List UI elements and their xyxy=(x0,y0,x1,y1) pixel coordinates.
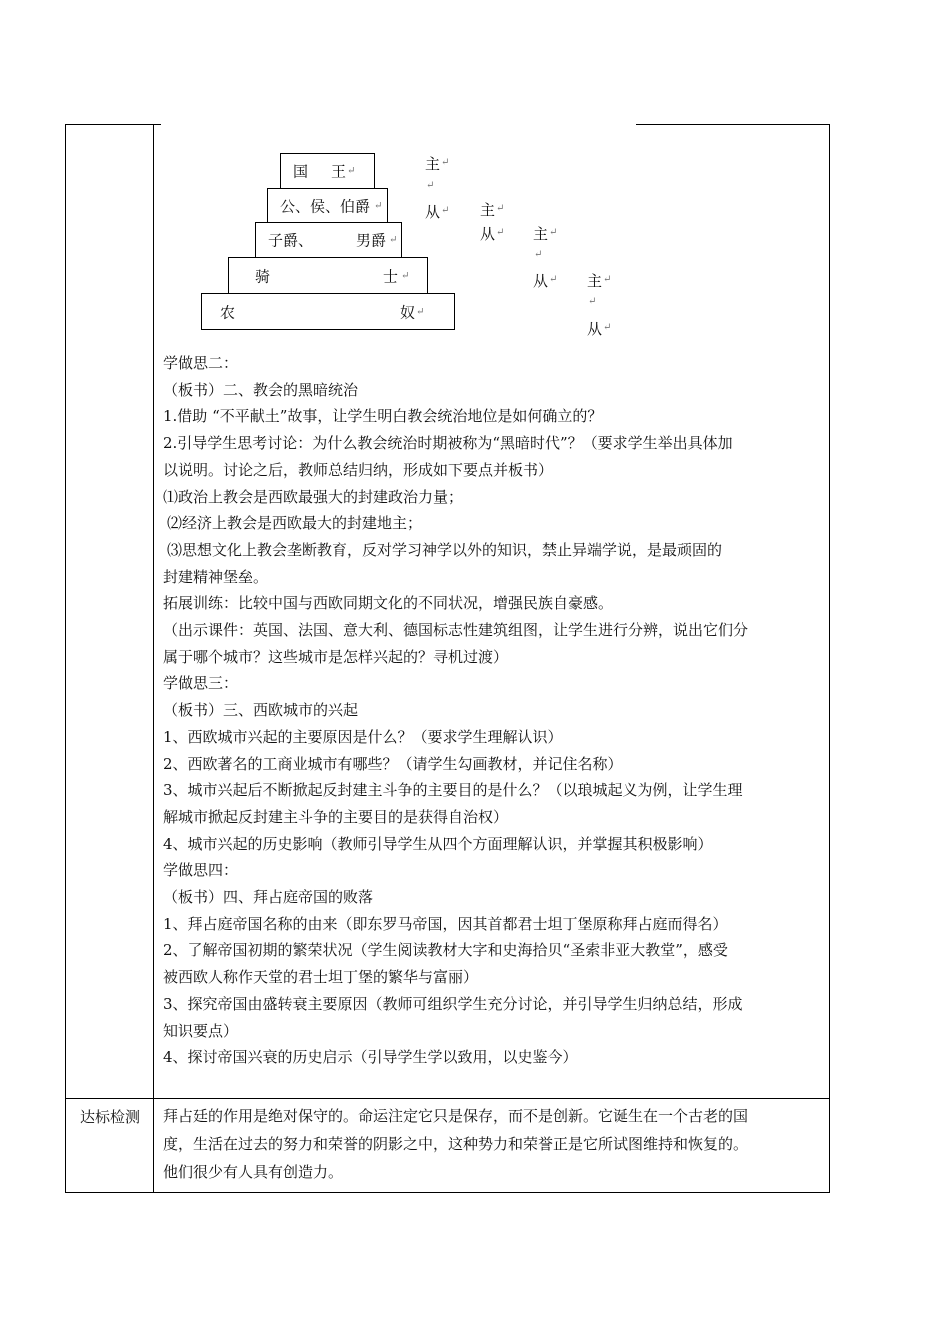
section3-item: 2、西欧著名的工商业城市有哪些？（请学生勾画教材，并记住名称） xyxy=(163,754,623,773)
pyramid-level-knights-left: 骑 xyxy=(255,267,271,285)
check-line: 他们很少有人具有创造力。 xyxy=(163,1163,344,1181)
return-mark: ↵ xyxy=(441,205,450,216)
vassal-label: 从 xyxy=(480,225,496,243)
section3-item: 解城市掀起反封建主斗争的主要目的是获得自治权） xyxy=(163,807,509,826)
check-content xyxy=(163,1102,823,1186)
section2-item: 2.引导学生思考讨论：为什么教会统治时期被称为“黑暗时代”？（要求学生举出具体加 xyxy=(163,434,733,453)
section4-item: 知识要点） xyxy=(163,1021,239,1040)
table-middle-border xyxy=(153,124,154,1193)
pyramid-level-king-right: 王 xyxy=(331,162,347,181)
pyramid-level-viscounts-right: 男爵 xyxy=(356,231,387,250)
lesson-content xyxy=(163,350,823,1071)
pyramid-level-nobles-left: 公、侯、伯爵 xyxy=(280,197,371,215)
vassal-label: 从 xyxy=(587,320,603,338)
return-mark: ↵ xyxy=(549,274,558,285)
table-top-border-right xyxy=(636,124,830,125)
lord-label: 主 xyxy=(533,225,549,243)
section2-item: 1.借助 “不平献土”故事，让学生明白教会统治地位是如何确立的？ xyxy=(163,407,603,426)
check-line: 拜占廷的作用是绝对保守的。命运注定它只是保存，而不是创新。它诞生在一个古老的国 xyxy=(163,1107,749,1125)
return-mark: ↵ xyxy=(496,203,505,214)
return-mark: ↵ xyxy=(389,234,398,246)
pyramid-level-serfs-left: 农 xyxy=(220,303,236,321)
table-right-border xyxy=(829,124,830,1193)
return-mark: ↵ xyxy=(549,227,558,238)
vassal-label: 从 xyxy=(425,203,441,221)
pyramid-level-knights-right: 士 xyxy=(383,267,399,285)
lord-label: 主 xyxy=(587,272,603,290)
section2-item: 封建精神堡垒。 xyxy=(163,567,269,586)
return-mark: ↵ xyxy=(534,249,543,260)
pyramid-level-nobles xyxy=(267,188,388,223)
section4-item: 1、拜占庭帝国名称的由来（即东罗马帝国，因其首都君士坦丁堡原称拜占庭而得名） xyxy=(163,914,728,933)
section4-title: 学做思四： xyxy=(163,861,239,880)
table-bottom-border xyxy=(65,1192,830,1193)
return-mark: ↵ xyxy=(441,157,450,168)
section2-item: 以说明。讨论之后，教师总结归纳，形成如下要点并板书） xyxy=(163,460,554,479)
section2-item: ⑴政治上教会是西欧最强大的封建政治力量； xyxy=(163,487,464,506)
section3-title: 学做思三： xyxy=(163,674,239,693)
section4-item: 被西欧人称作天堂的君士坦丁堡的繁华与富丽） xyxy=(163,968,479,987)
section3-item: 4、城市兴起的历史影响（教师引导学生从四个方面理解认识，并掌握其积极影响） xyxy=(163,834,713,853)
section3-item: 1、西欧城市兴起的主要原因是什么？（要求学生理解认识） xyxy=(163,727,563,746)
section2-item: ⑶思想文化上教会垄断教育，反对学习神学以外的知识，禁止异端学说，是最顽固的 xyxy=(167,540,723,559)
return-mark: ↵ xyxy=(426,180,435,191)
return-mark: ↵ xyxy=(588,296,597,307)
return-mark: ↵ xyxy=(603,274,612,285)
return-mark: ↵ xyxy=(603,322,612,333)
section4-item: 3、探究帝国由盛转衰主要原因（教师可组织学生充分讨论，并引导学生归纳总结，形成 xyxy=(163,994,743,1013)
pyramid-level-serfs-right: 奴 xyxy=(400,303,416,321)
section2-item: 拓展训练：比较中国与西欧同期文化的不同状况，增强民族自豪感。 xyxy=(163,594,614,613)
lord-label: 主 xyxy=(480,201,496,219)
section2-item: ⑵经济上教会是西欧最大的封建地主； xyxy=(167,514,423,533)
check-line: 度，生活在过去的努力和荣誉的阴影之中，这种势力和荣誉正是它所试图维持和恢复的。 xyxy=(163,1135,749,1153)
lord-label: 主 xyxy=(425,155,441,173)
section2-title: 学做思二： xyxy=(163,354,239,372)
check-label: 达标检测 xyxy=(79,1108,140,1126)
section4-item: 2、了解帝国初期的繁荣状况（学生阅读教材大字和史海拾贝“圣索非亚大教堂”，感受 xyxy=(163,941,728,960)
section2-item: （出示课件：英国、法国、意大利、德国标志性建筑组图，让学生进行分辨，说出它们分 xyxy=(163,621,749,640)
table-row-divider xyxy=(65,1098,830,1099)
pyramid-level-knights xyxy=(228,257,428,294)
pyramid-level-king-left: 国 xyxy=(293,162,309,181)
pyramid-level-king xyxy=(280,153,375,189)
pyramid-level-serfs xyxy=(201,293,455,330)
section4-item: 4、探讨帝国兴衰的历史启示（引导学生学以致用，以史鉴今） xyxy=(163,1048,578,1067)
pyramid-level-viscounts xyxy=(255,222,402,258)
return-mark: ↵ xyxy=(496,227,505,238)
table-left-border xyxy=(65,124,66,1193)
table-top-border-left xyxy=(65,124,161,125)
vassal-label: 从 xyxy=(533,272,549,290)
return-mark: ↵ xyxy=(401,270,410,281)
return-mark: ↵ xyxy=(416,306,425,317)
return-mark: ↵ xyxy=(374,200,383,211)
pyramid-level-viscounts-left: 子爵、 xyxy=(268,231,314,250)
section3-board: （板书）三、西欧城市的兴起 xyxy=(163,701,359,720)
section2-board: （板书）二、教会的黑暗统治 xyxy=(163,380,359,399)
section4-board: （板书）四、拜占庭帝国的败落 xyxy=(163,888,374,907)
section3-item: 3、城市兴起后不断掀起反封建主斗争的主要目的是什么？（以琅城起义为例，让学生理 xyxy=(163,781,743,800)
return-mark: ↵ xyxy=(347,165,356,177)
section2-item: 属于哪个城市？这些城市是怎样兴起的？寻机过渡） xyxy=(163,647,509,666)
